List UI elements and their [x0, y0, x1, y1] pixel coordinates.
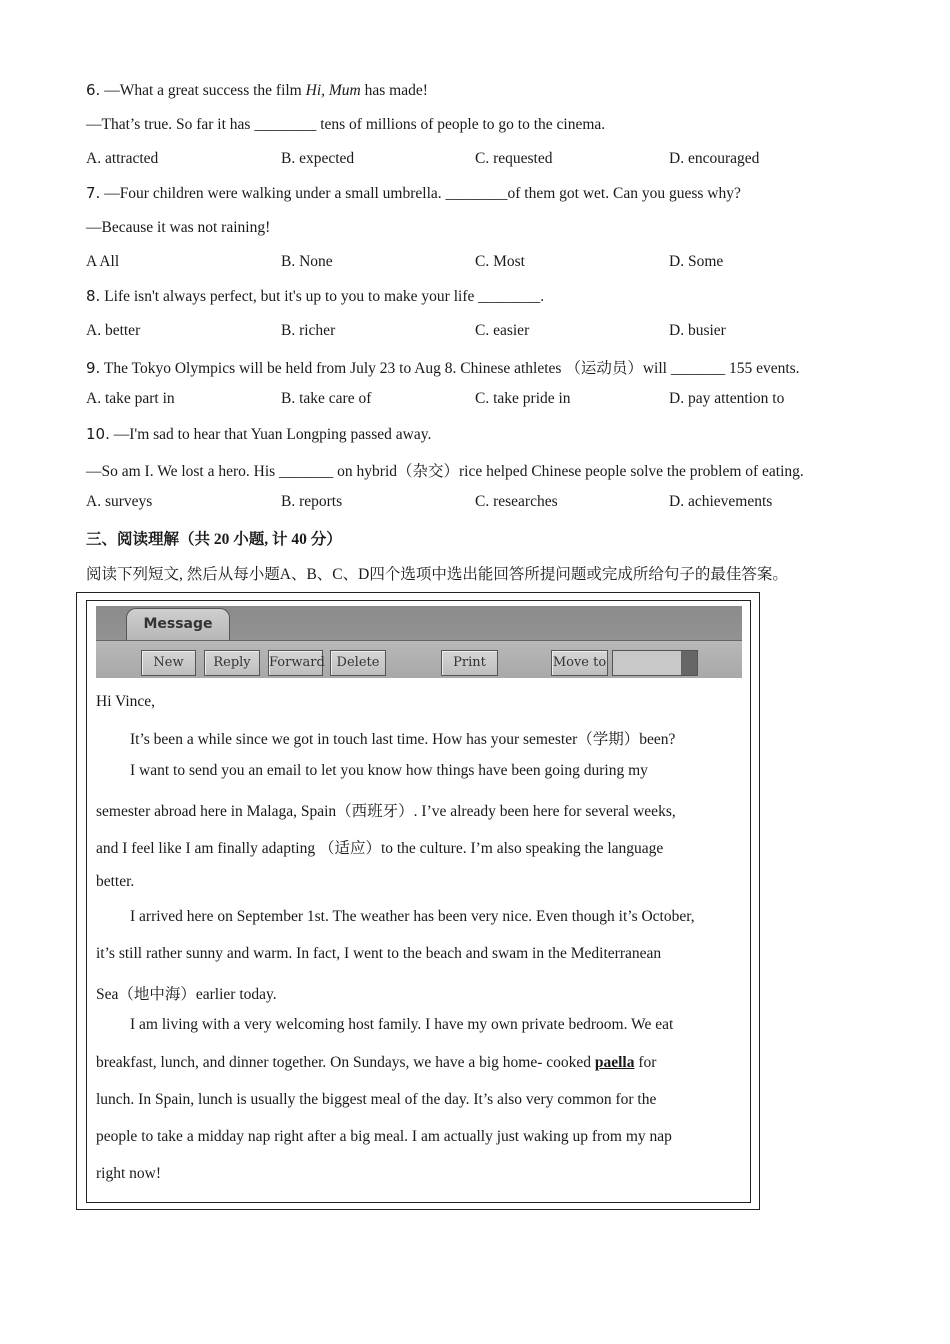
- email-line: I want to send you an email to let you know how things have been going during my: [130, 762, 648, 779]
- option-d[interactable]: D. achievements: [669, 493, 773, 510]
- question-7-line1: [86, 184, 741, 203]
- film-title: Hi, Mum: [305, 82, 361, 99]
- option-b[interactable]: B. richer: [281, 322, 336, 339]
- email-line: lunch. In Spain, lunch is usually the biggest meal of the day. It’s also very common for the: [96, 1091, 657, 1108]
- option-c[interactable]: C. researches: [475, 493, 558, 510]
- email-line-text: breakfast, lunch, and dinner together. On Sundays, we have a big home- cooked: [96, 1054, 595, 1071]
- option-d[interactable]: D. busier: [669, 322, 726, 339]
- email-line: people to take a midday nap right after a big meal. I am actually just waking up from my nap: [96, 1128, 672, 1145]
- question-number: 6.: [86, 81, 101, 99]
- print-button: Print: [441, 650, 498, 676]
- question-number: 10.: [86, 425, 110, 443]
- option-d[interactable]: D. pay attention to: [669, 390, 785, 407]
- question-9-line1: [86, 356, 800, 378]
- move-to-dropdown: [612, 650, 698, 676]
- paella-word: paella: [594, 1054, 635, 1071]
- delete-button: Delete: [330, 650, 386, 676]
- question-8-line1: [86, 287, 544, 306]
- email-line: I arrived here on September 1st. The weather has been very nice. Even though it’s October,: [130, 908, 695, 925]
- option-b[interactable]: B. reports: [281, 493, 343, 510]
- email-greeting: Hi Vince,: [96, 693, 156, 710]
- question-text: —I'm sad to hear that Yuan Longping passed away.: [109, 426, 432, 443]
- email-toolbar: [96, 606, 742, 678]
- option-b[interactable]: B. expected: [281, 150, 355, 167]
- question-text: The Tokyo Olympics will be held from July 23 to Aug 8. Chinese athletes （运动员）will _______ 155 events.: [100, 360, 800, 377]
- email-line: It’s been a while since we got in touch last time. How has your semester（学期）been?: [130, 731, 676, 748]
- option-a[interactable]: A. take part in: [86, 390, 175, 407]
- email-line: right now!: [96, 1165, 162, 1182]
- option-c[interactable]: C. easier: [475, 322, 530, 339]
- toolbar-strip: [96, 640, 742, 678]
- question-7-line2: —Because it was not raining!: [86, 219, 271, 236]
- new-button: New: [141, 650, 196, 676]
- question-6-line2: —That’s true. So far it has ________ tens of millions of people to go to the cinema.: [86, 116, 606, 133]
- forward-button: Forward: [268, 650, 323, 676]
- question-number: 8.: [86, 287, 101, 305]
- question-10-line1: [86, 425, 431, 444]
- question-number: 7.: [86, 184, 101, 202]
- question-text: has made!: [360, 82, 428, 99]
- email-line: Sea（地中海）earlier today.: [96, 986, 277, 1003]
- question-6-line1: [86, 81, 428, 100]
- email-line: and I feel like I am finally adapting （适应）to the culture. I’m also speaking the language: [96, 840, 664, 857]
- option-c[interactable]: C. Most: [475, 253, 525, 270]
- email-line: [96, 1054, 656, 1072]
- email-line-text: for: [634, 1054, 657, 1071]
- option-b[interactable]: B. None: [281, 253, 333, 270]
- dropdown-arrow-icon: [681, 651, 697, 675]
- move-to-button: Move to: [551, 650, 608, 676]
- question-text: —What a great success the film: [100, 82, 306, 99]
- message-tab: Message: [126, 608, 230, 642]
- email-line: semester abroad here in Malaga, Spain（西班牙）. I’ve already been here for several weeks,: [96, 803, 676, 820]
- option-b[interactable]: B. take care of: [281, 390, 372, 407]
- option-c[interactable]: C. requested: [475, 150, 553, 167]
- section-instruction: 阅读下列短文, 然后从每小题A、B、C、D四个选项中选出能回答所提问题或完成所给句子的最佳答案。: [86, 566, 788, 583]
- question-text: Life isn't always perfect, but it's up to you to make your life ________.: [100, 288, 545, 305]
- option-a[interactable]: A. surveys: [86, 493, 153, 510]
- option-a[interactable]: A. attracted: [86, 150, 159, 167]
- option-d[interactable]: D. encouraged: [669, 150, 760, 167]
- email-line: I am living with a very welcoming host family. I have my own private bedroom. We eat: [130, 1016, 674, 1033]
- question-text: —Four children were walking under a small umbrella. ________of them got wet. Can you guess why?: [100, 185, 741, 202]
- option-d[interactable]: D. Some: [669, 253, 724, 270]
- question-number: 9.: [86, 359, 101, 377]
- email-line: better.: [96, 873, 135, 890]
- passage-inner-border: [86, 600, 751, 1203]
- question-10-line2: —So am I. We lost a hero. His _______ on hybrid（杂交）rice helped Chinese people solve the problem of eating.: [86, 463, 804, 480]
- option-c[interactable]: C. take pride in: [475, 390, 571, 407]
- option-a[interactable]: A All: [86, 253, 120, 270]
- section-title: 三、阅读理解（共 20 小题, 计 40 分）: [86, 531, 342, 548]
- option-a[interactable]: A. better: [86, 322, 141, 339]
- reply-button: Reply: [204, 650, 260, 676]
- email-line: it’s still rather sunny and warm. In fact, I went to the beach and swam in the Mediterranean: [96, 945, 662, 962]
